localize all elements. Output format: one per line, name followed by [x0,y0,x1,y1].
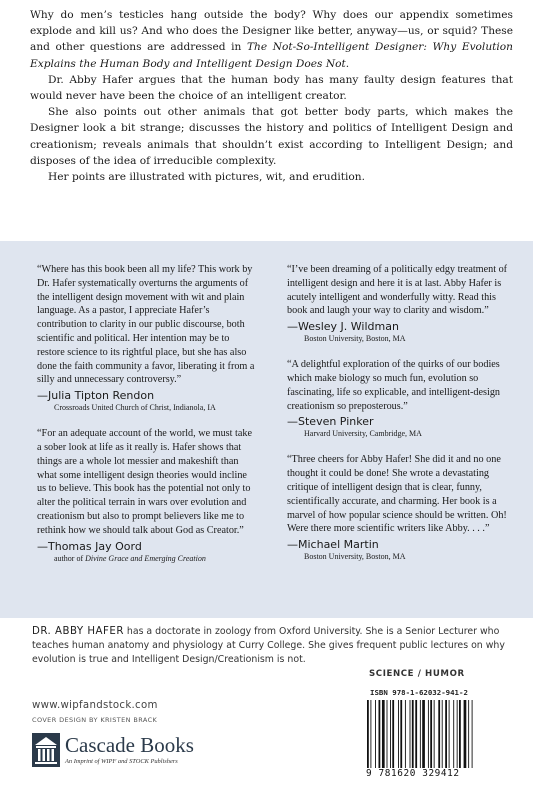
author-bio [32,625,507,667]
barcode-stripe [457,700,458,768]
barcode-stripe [410,700,411,768]
endorsement [287,358,509,439]
book-title: The Not-So-Intelligent Designer: Why Evolution Explains the Human Body and Intelligent Design Does Not [30,41,513,70]
barcode-stripe [420,700,421,768]
endorsement-text: “A delightful exploration of the quirks of our bodies which make biology so much fun, evolution so fascinating, life so explicable, and intelligent-design creationism so preposterous.” [287,359,501,412]
barcode-stripe [392,700,394,768]
barcode-digits: 9 781620 329412 [366,768,460,779]
description-paragraph-4: Her points are illustrated with pictures, wit, and erudition. [48,171,365,184]
barcode-stripe [379,700,381,768]
barcode-stripe [449,700,450,768]
description-paragraph-3: She also points out other animals that got better body parts, which makes the Designer look a bit strange; discusses the history and politics of Intelligent Design and creationism; reveals animals that shouldn’t exist according to Intelligent Design; and disposes of the idea of irreducible complexity. [30,106,513,167]
author-name: DR. ABBY HAFER [32,626,124,637]
barcode-stripe [438,700,440,768]
publisher-logo [32,731,232,771]
barcode-stripe [468,700,469,768]
endorsement [37,427,255,563]
barcode-stripe [445,700,447,768]
endorser-affiliation: Harvard University, Cambridge, MA [304,429,422,439]
endorsement [287,453,509,562]
barcode-icon [366,700,506,768]
publisher-name: Cascade Books [65,733,194,757]
barcode-stripe [390,700,391,768]
description-paragraph-2: Dr. Abby Hafer argues that the human body has many faulty design features that would never have been the choice of an intelligent creator. [30,73,513,103]
endorser-name: —Julia Tipton Rendon [37,389,155,403]
barcode-stripe [430,700,432,768]
barcode-stripe [415,700,417,768]
barcode-stripe [459,700,461,768]
endorser-name: —Wesley J. Wildman [287,320,399,334]
description-paragraph-1: Why do men’s testicles hang outside the body? Why does our appendix sometimes explode and kill us? And who does the Designer like better, anyway—us, or squid? These and other questions are addressed in The Not-So-Intelligent Designer: Why Evolution Explains the Human Body and Intelligent Design Does Not. [30,9,513,70]
barcode-stripe [375,700,376,768]
barcode-stripe [442,700,443,768]
barcode-stripe [387,700,388,768]
cover-design-credit: COVER DESIGN BY KRISTEN BRACK [32,716,158,724]
endorsements-left-column [37,263,255,578]
endorser-affiliation: Boston University, Boston, MA [304,334,406,344]
barcode-stripe [398,700,399,768]
endorsement-text: “Where has this book been all my life? This work by Dr. Hafer systematically overturns the arguments of the intelligent design movement with wit and plain language. As a pastor, I appreciate Hafer’s contribution to clarity in our public discourse, both scientific and political. Her intention may be to restore science to its rightful place, but she has also done the faith community a favor, liberating it from a silly and unnecessary controversy.” [37,264,255,386]
book-description [30,7,513,185]
barcode-stripe [367,700,369,768]
endorsements-right-column [287,263,509,576]
endorsements-panel [0,241,533,618]
building-icon [32,733,60,767]
endorser-affiliation: Boston University, Boston, MA [304,552,406,562]
publisher-website-link[interactable]: www.wipfandstock.com [32,700,158,711]
barcode-area [360,688,510,784]
endorser-affiliation: Crossroads United Church of Christ, Indianola, IA [54,403,216,413]
barcode-stripe [370,700,371,768]
barcode-stripe [400,700,402,768]
barcode-stripe [412,700,414,768]
endorsement-text: “I’ve been dreaming of a politically edgy treatment of intelligent design and here it is at last. Abby Hafer is acutely intelligent and wonderfully witty. Read this book and laugh your way to clarity and wisdom.” [287,264,508,317]
publisher-imprint: An Imprint of WIPF and STOCK Publishers [65,758,178,765]
barcode-stripe [464,700,467,768]
endorsement-text: “Three cheers for Abby Hafer! She did it and no one thought it could be done! She wrote a devastating critique of intelligent design that is clear, funny, scientifically accurate, and charming. Her book is a marvel of how popular science should be written. Oh! Were there more scientific writers like Abby. . . .” [287,454,507,535]
barcode-stripe [434,700,435,768]
isbn-text: ISBN 978-1-62032-941-2 [370,688,468,697]
endorser-name: —Thomas Jay Oord [37,539,142,553]
barcode-stripe [472,700,473,768]
endorsement [37,263,255,413]
barcode-stripe [428,700,429,768]
endorsement [287,263,509,344]
endorsement-text: “For an adequate account of the world, we must take a sober look at life as it really is. Hafer shows that things are a whole lot messier and makeshift than what some intelligent design theories would incline us to believe. This book has the potential not only to alter the political terrain in wars over evolution and creationism but also to prompt believers like me to rethink how we should talk about God as Creator.” [37,428,252,536]
endorser-affiliation: author of Divine Grace and Emerging Creation [54,553,206,563]
barcode-stripe [382,700,385,768]
endorser-name: —Steven Pinker [287,415,374,429]
endorser-name: —Michael Martin [287,538,379,552]
barcode-stripe [422,700,425,768]
author-bio-text: has a doctorate in zoology from Oxford University. She is a Senior Lecturer who teaches human anatomy and physiology at Curry College. She gives frequent public lectures on why evolution is true and Intelligent Design/Creationism is not. [32,626,505,665]
genre-label: SCIENCE / HUMOR [369,669,465,679]
barcode-stripe [453,700,454,768]
barcode-stripe [405,700,406,768]
